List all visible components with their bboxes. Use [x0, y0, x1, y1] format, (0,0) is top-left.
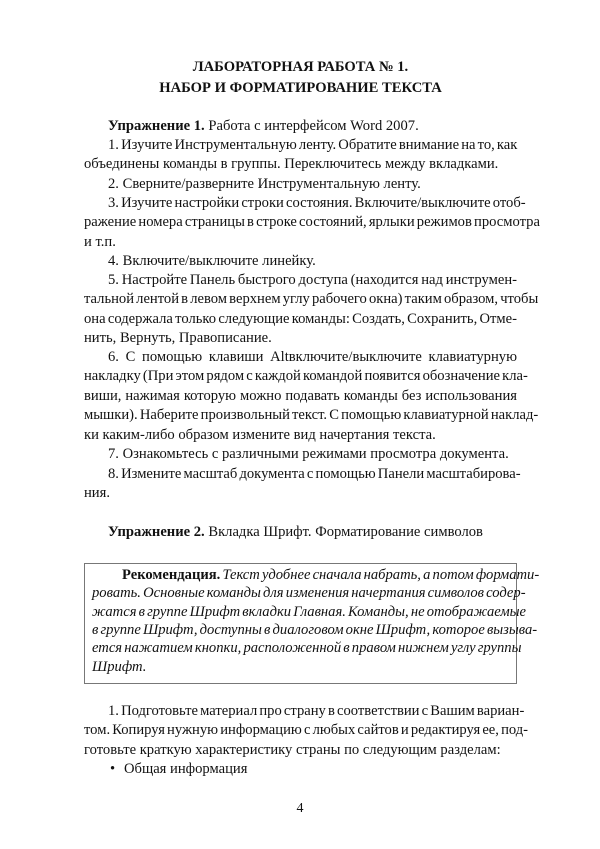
recommendation-line: [92, 640, 522, 657]
text-run: Вкладка Шрифт. Форматирование символов: [204, 524, 483, 540]
paragraph-3-line: 2. Сверните/разверните Инструментальную ленту.: [108, 176, 421, 192]
paragraph-4-line: 3. Изучите настройки строки состояния. Включите/выключите отоб-: [108, 195, 526, 211]
paragraph-8-line: 7. Ознакомьтесь с различными режимами просмотра документа.: [108, 446, 509, 462]
paragraph-6-line: она содержала только следующие команды: Создать, Сохранить, Отме-: [84, 310, 517, 327]
paragraph-7-line: 6. С помощью клавиши Altвключите/выключите клавиатурную: [108, 349, 517, 365]
recommendation-line: [92, 585, 526, 602]
paragraph-2-line: объединены команды в группы. Переключитесь между вкладками.: [84, 156, 499, 173]
text-run: Работа с интерфейсом Word 2007.: [204, 118, 419, 134]
paragraph-10-line: [108, 524, 517, 541]
paragraph-1-line: [108, 118, 517, 135]
bold-run: Упражнение 2.: [108, 524, 205, 540]
recommendation-line: [122, 567, 540, 584]
paragraph-11-line: готовьте краткую характеристику страны по следующим разделам:: [84, 741, 501, 758]
italic-run: в группе Шрифт, доступны в диалоговом окне Шрифт, которое вызыва-: [92, 621, 538, 638]
paragraph-11-line: том. Копируя нужную информацию с любых сайтов и редактируя ее, под-: [84, 722, 529, 739]
paragraph-9-line: 8. Измените масштаб документа с помощью Панели масштабирова-: [108, 466, 521, 482]
italic-run: ется нажатием кнопки, расположенной в правом нижнем углу группы: [92, 640, 522, 657]
bullet-item: Общая информация: [124, 761, 248, 777]
bold-run: Рекомендация.: [122, 567, 221, 583]
paragraph-4-line: и т.п.: [84, 233, 116, 250]
recommendation-line: [92, 621, 538, 639]
paragraph-6-line: 5. Настройте Панель быстрого доступа (находится над инструмен-: [108, 272, 517, 288]
document-title-line-2: НАБОР И ФОРМАТИРОВАНИЕ ТЕКСТА: [159, 80, 442, 96]
paragraph-5-line: 4. Включите/выключите линейку.: [108, 253, 316, 269]
paragraph-6-line: нить, Вернуть, Правописание.: [84, 330, 272, 347]
paragraph-7-line: ки каким-либо образом измените вид начертания текста.: [84, 426, 436, 443]
recommendation-line: [92, 603, 527, 621]
paragraph-7-line: накладку (При этом рядом с каждой командой появится обозначение кла-: [84, 368, 528, 385]
recommendation-line: [92, 659, 506, 676]
paragraph-11-line: 1. Подготовьте материал про страну в соответствии с Вашим вариан-: [108, 703, 525, 719]
paragraph-6-line: тальной лентой в левом верхнем углу рабочего окна) таким образом, чтобы: [84, 291, 539, 308]
paragraph-7-line: виши, нажимая которую можно подавать команды без использования: [84, 387, 517, 404]
italic-run: Текст удобнее сначала набрать, а потом формати-: [220, 567, 540, 583]
italic-run: Шрифт.: [92, 658, 147, 675]
paragraph-2-line: 1. Изучите Инструментальную ленту. Обратите внимание на то, как: [108, 137, 518, 153]
italic-run: жатся в группе Шрифт вкладки Главная. Команды, не отображаемые: [92, 603, 527, 620]
page-number: 4: [296, 801, 304, 816]
bullet-icon: •: [110, 761, 116, 777]
italic-run: ровать. Основные команды для изменения начертания символов содер-: [92, 585, 526, 602]
paragraph-9-line: ния.: [84, 485, 110, 502]
bold-run: Упражнение 1.: [108, 118, 205, 134]
document-title-line-1: ЛАБОРАТОРНАЯ РАБОТА № 1.: [192, 59, 409, 75]
paragraph-4-line: ражение номера страницы в строке состояний, ярлыки режимов просмотра: [84, 214, 540, 231]
paragraph-7-line: мышки). Наберите произвольный текст. С помощью клавиатурной наклад-: [84, 407, 539, 424]
